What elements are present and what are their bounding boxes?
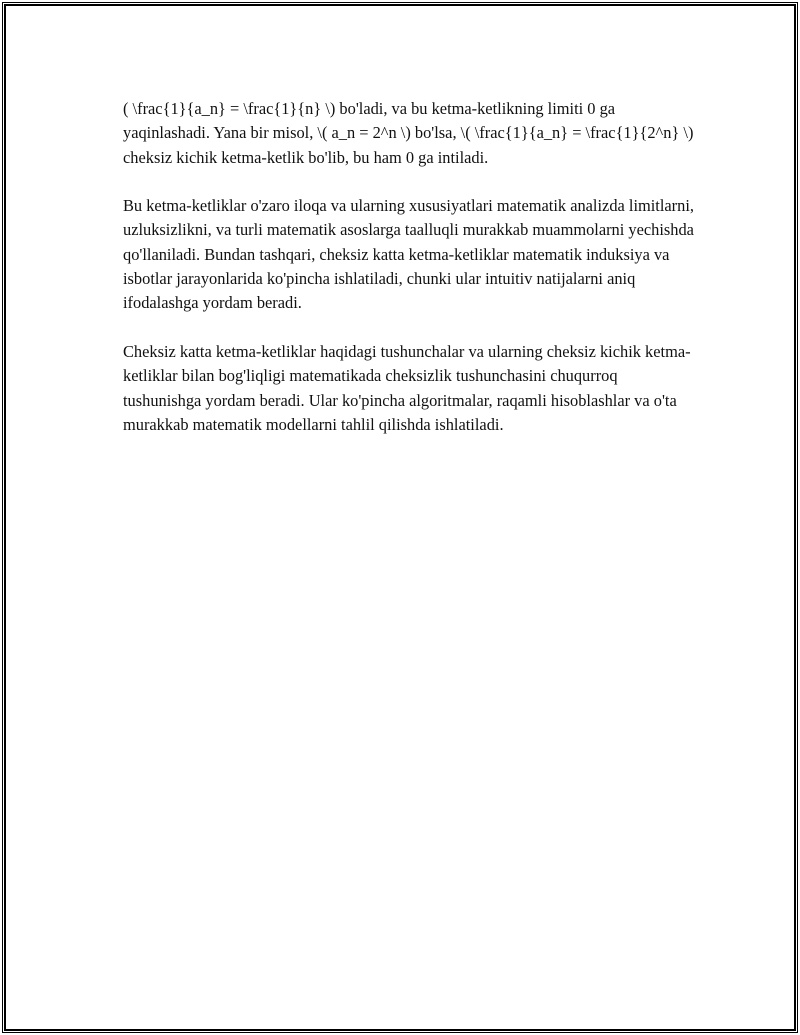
paragraph-1: ( \frac{1}{a_n} = \frac{1}{n} \) bo'ladi, va bu ketma-ketlikning limiti 0 ga yaqinlashadi. Yana bir misol, \( a_n = 2^n \) bo'lsa, \( \frac{1}{a_n} = \frac{1}{2^n} \) cheksiz kichik ketma-ketlik bo'lib, bu ham 0 ga intiladi. xyxy=(123,99,694,167)
paragraph-3: Cheksiz katta ketma-ketliklar haqidagi tushunchalar va ularning cheksiz kichik ketma-ketliklar bilan bog'liqligi matematikada cheksizlik tushunchasini chuqurroq tushunishga yordam beradi. Ular ko'pincha algoritmalar, raqamli hisoblashlar va o'ta murakkab matematik modellarni tahlil qilishda ishlatiladi. xyxy=(123,341,691,434)
paragraph-2: Bu ketma-ketliklar o'zaro iloqa va ularning xususiyatlari matematik analizda limitlarni, uzluksizlikni, va turli matematik asoslarga taalluqli murakkab muammolarni yechishda qo'llaniladi. Bundan tashqari, cheksiz katta ketma-ketliklar matematik induksiya va isbotlar jarayonlarida ko'pincha ishlatiladi, chunki ular intuitiv natijalarni aniq ifodalashga yordam beradi. xyxy=(123,196,694,313)
document-body xyxy=(123,97,698,461)
page-border xyxy=(2,2,798,1033)
